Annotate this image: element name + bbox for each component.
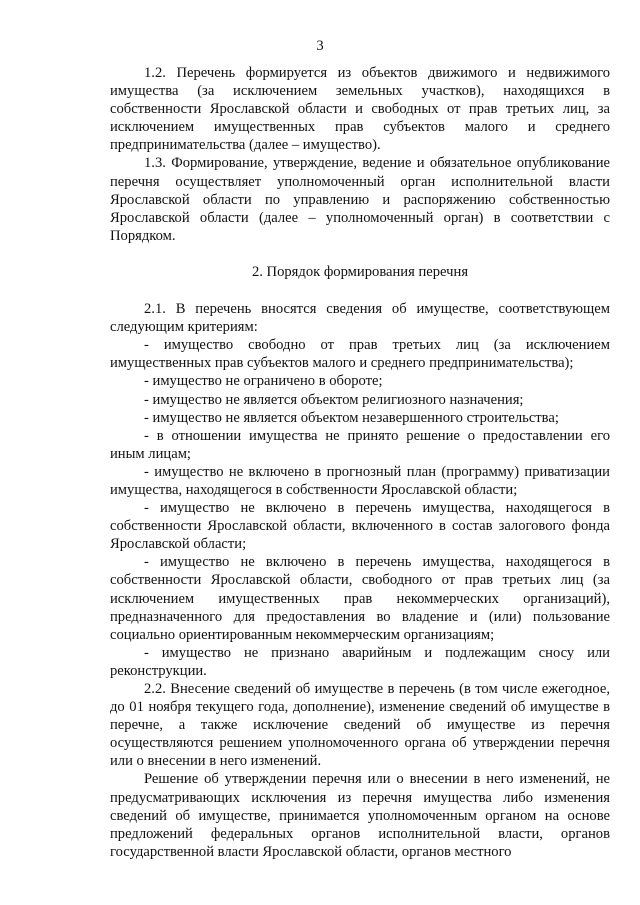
criterion-item: - имущество свободно от прав третьих лиц (за исключением имущественных прав субъектов малого и среднего предпринимательства); xyxy=(110,337,610,372)
criterion-item: - имущество не является объектом религиозного назначения; xyxy=(144,391,524,408)
paragraph-decision: Решение об утверждении перечня или о внесении в него изменений, не предусматривающих исключения из перечня имущества либо изменения сведений об имуществе, принимается уполномоченным органом на основе предложений федеральных органов исполнительной власти, органов государственной власти Ярославской области, органов местного xyxy=(110,771,610,860)
criterion-item: - в отношении имущества не принято решение о предоставлении его иным лицам; xyxy=(110,427,610,462)
criterion-item: - имущество не включено в перечень имущества, находящегося в собственности Ярославской области, включенного в состав залогового фонда Ярославской области; xyxy=(110,500,610,553)
paragraph-1-2: 1.2. Перечень формируется из объектов движимого и недвижимого имущества (за исключением земельных участков), находящихся в собственности Ярославской области и свободных от прав третьих лиц, за исключением имущественных прав субъектов малого и среднего предпринимательства (далее – имущество). xyxy=(110,65,610,154)
criterion-item: - имущество не включено в прогнозный план (программу) приватизации имущества, находящегося в собственности Ярославской области; xyxy=(110,463,610,498)
criterion-item: - имущество не включено в перечень имущества, находящегося в собственности Ярославской области, свободного от прав третьих лиц (за исключением имущественных прав некоммерческих организаций), предназначенного для предоставления во владение и (или) пользование социально ориентированным некоммерческим организациям; xyxy=(110,554,610,643)
criterion-item: - имущество не ограничено в обороте; xyxy=(144,373,383,390)
paragraph-2-2: 2.2. Внесение сведений об имуществе в перечень (в том числе ежегодное, до 01 ноября текущего года, дополнение), изменение сведений об имуществе в перечне, а также исключение сведений об имуществе из перечня осуществляются решением уполномоченного органа об утверждении перечня или о внесении в него изменений. xyxy=(110,681,610,770)
criterion-item: - имущество не является объектом незавершенного строительства; xyxy=(144,409,559,426)
page-number: 3 xyxy=(316,38,324,54)
paragraph-1-3: 1.3. Формирование, утверждение, ведение и обязательное опубликование перечня осуществляет уполномоченный орган исполнительной власти Ярославской области по управлению и распоряжению собственностью Ярославской области (далее – уполномоченный орган) в соответствии с Порядком. xyxy=(110,155,610,244)
paragraph-2-1: 2.1. В перечень вносятся сведения об имуществе, соответствующем следующим критериям: xyxy=(110,301,610,336)
document-body xyxy=(110,64,610,861)
section-heading: 2. Порядок формирования перечня xyxy=(251,263,469,280)
criterion-item: - имущество не признано аварийным и подлежащим сносу или реконструкции. xyxy=(110,644,610,679)
